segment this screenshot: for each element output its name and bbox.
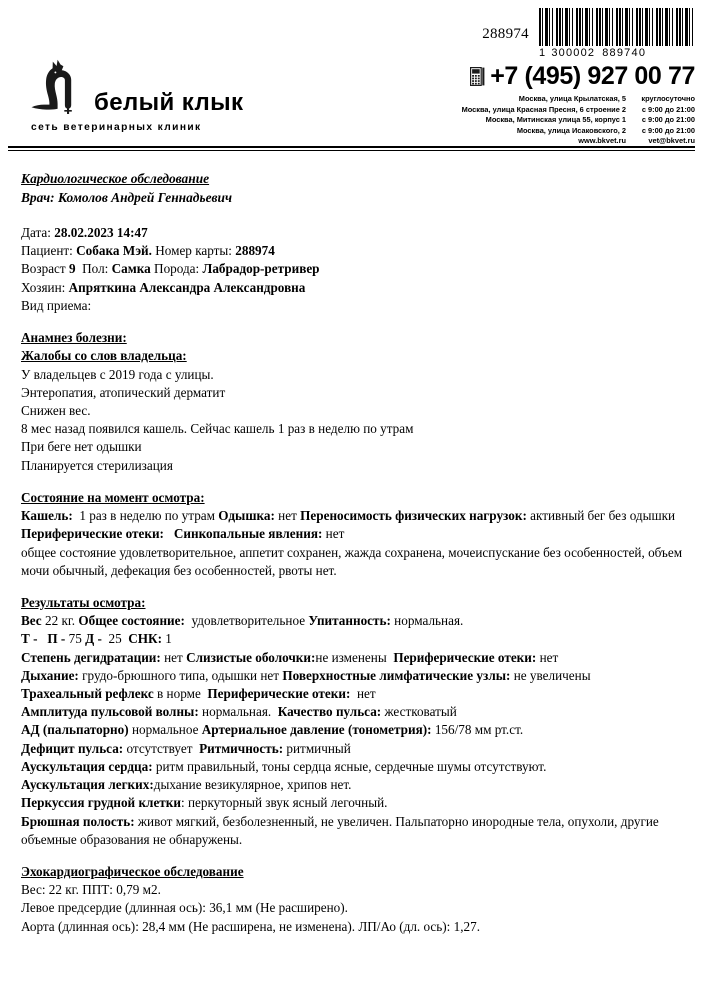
mobile-phone-icon xyxy=(470,67,485,86)
edema-value: нет xyxy=(539,649,559,665)
pulse-quality-value: жестковатый xyxy=(384,704,457,720)
cough-value: 1 раз в неделю по утрам xyxy=(79,508,215,524)
peripheral-edema-label: Периферические отеки: xyxy=(21,526,164,542)
echo-heading: Эхокардиографическое обследование xyxy=(21,864,244,879)
crt-value: 1 xyxy=(165,631,172,647)
location-hours: с 9:00 до 21:00 xyxy=(641,115,695,125)
logo-row xyxy=(30,58,260,120)
weight-value: 22 кг. xyxy=(44,613,76,629)
dog-silhouette-icon xyxy=(30,58,92,120)
patient-age-line xyxy=(21,260,683,278)
header-divider xyxy=(8,146,695,151)
anamnesis-line: Энтеропатия, атопический дерматит xyxy=(21,384,226,400)
dyspnea-label: Одышка: xyxy=(218,508,275,524)
letterhead-header xyxy=(0,0,703,152)
anamnesis-line: При беге нет одышки xyxy=(21,439,142,455)
location-hours: с 9:00 до 21:00 xyxy=(641,125,695,135)
percussion-value: : перкуторный звук ясный легочный. xyxy=(180,795,388,811)
nutrition-value: нормальная. xyxy=(394,613,464,629)
pulse-amplitude-value: нормальная. xyxy=(202,704,272,720)
lymph-nodes-value: не увеличены xyxy=(513,667,591,683)
clinic-website[interactable]: www.bkvet.ru xyxy=(578,136,626,146)
breathing-value: грудо-брюшного типа, одышки нет xyxy=(82,667,280,683)
barcode xyxy=(539,8,695,59)
page-title: Кардиологическое обследование xyxy=(21,171,210,186)
syncope-label: Синкопальные явления: xyxy=(173,526,323,542)
percussion-label: Перкуссия грудной клетки xyxy=(21,795,181,811)
owner-label: Хозяин: xyxy=(21,279,66,295)
barcode-block xyxy=(445,8,695,59)
pulse-deficit-line xyxy=(21,740,683,758)
barcode-bars xyxy=(539,8,695,46)
barcode-lead-digit: 1 xyxy=(539,47,547,59)
clinic-email[interactable]: vet@bkvet.ru xyxy=(648,136,695,146)
tracheal-reflex-value: в норме xyxy=(157,686,201,702)
bp-palpation-label: АД (пальпаторно) xyxy=(21,722,129,738)
condition-value: удовлетворительное xyxy=(191,613,306,629)
date-value: 28.02.2023 14:47 xyxy=(54,225,148,240)
cough-line xyxy=(21,507,683,525)
dehydration-label: Степень дегидратации: xyxy=(21,649,161,665)
anamnesis-line: 8 мес назад появился кашель. Сейчас кашель 1 раз в неделю по утрам xyxy=(21,421,414,437)
location-address: Москва, улица Исаковского, 2 xyxy=(516,125,626,135)
barcode-digits xyxy=(539,47,695,59)
general-state-text: общее состояние удовлетворительное, аппетит сохранен, жажда сохранена, мочеиспускание без особенностей, объем мочи обычный, дефекация без особенностей, рвоты нет. xyxy=(21,544,683,578)
pulse-deficit-value: отсутствует xyxy=(126,740,193,756)
card-value: 288974 xyxy=(235,243,275,259)
table-row xyxy=(443,136,695,147)
rhythm-value: ритмичный xyxy=(286,740,351,756)
location-hours: круглосуточно xyxy=(641,94,695,103)
breed-label: Порода: xyxy=(154,261,200,277)
edema-label: Периферические отеки: xyxy=(393,649,537,665)
heart-auscultation-label: Аускультация сердца: xyxy=(21,758,153,774)
condition-label: Общее состояние: xyxy=(78,613,185,629)
weight-label: Вес xyxy=(21,613,42,629)
patient-owner-line xyxy=(21,279,683,297)
anamnesis-line: Снижен вес. xyxy=(21,402,91,418)
pulse-amplitude-label: Амплитуда пульсовой волны: xyxy=(21,704,199,720)
pulse-wave-line xyxy=(21,703,683,721)
pulse-value: 75 xyxy=(68,631,82,647)
edema-syncope-line xyxy=(21,525,683,543)
respiration-label: Д - xyxy=(85,631,102,647)
sex-value: Самка xyxy=(111,261,151,277)
sex-label: Пол: xyxy=(82,261,109,277)
complaints-heading: Жалобы со слов владельца: xyxy=(21,348,187,364)
anamnesis-line: У владельцев с 2019 года с улицы. xyxy=(21,366,214,382)
patient-value: Собака Мэй. xyxy=(76,243,152,259)
temperature-label: Т - xyxy=(21,631,38,647)
mucous-label: Слизистые оболочки: xyxy=(186,649,316,665)
logo-name: белый клык xyxy=(94,89,244,116)
location-address: Москва, улица Красная Пресня, 6 строение 2 xyxy=(461,104,626,114)
syncope-value: нет xyxy=(325,526,345,542)
echo-line: Аорта (длинная ось): 28,4 мм (Не расширена, не изменена). ЛП/Ао (дл. ось): 1,27. xyxy=(21,918,481,934)
breed-value: Лабрадор-ретривер xyxy=(202,261,320,277)
pulse-quality-label: Качество пульса: xyxy=(277,704,382,720)
pulse-deficit-label: Дефицит пульса: xyxy=(21,740,124,756)
barcode-left-group: 300002 xyxy=(551,47,596,59)
bp-tonometry-label: Артериальное давление (тонометрия): xyxy=(201,722,432,738)
table-row xyxy=(443,105,695,116)
visit-type-label: Вид приема: xyxy=(21,297,92,313)
clinic-contact-block xyxy=(443,64,695,147)
breathing-label: Дыхание: xyxy=(21,667,79,683)
lung-auscultation-value: дыхание везикулярное, хрипов нет. xyxy=(153,777,352,793)
lymph-nodes-label: Поверхностные лимфатические узлы: xyxy=(282,667,511,683)
abdomen-line xyxy=(21,813,683,849)
bp-tonometry-value: 156/78 мм рт.ст. xyxy=(434,722,524,738)
abdomen-value: живот мягкий, безболезненный, не увеличен. Пальпаторно инородные тела, опухоли, другие объемные образования не обнаружены. xyxy=(21,813,659,847)
clinic-locations-table xyxy=(443,94,695,147)
breathing-line xyxy=(21,667,683,685)
exam-results-heading: Результаты осмотра: xyxy=(21,594,146,610)
dehydration-value: нет xyxy=(164,649,183,665)
cough-label: Кашель: xyxy=(21,508,73,524)
mucous-value: не изменены xyxy=(315,649,387,665)
edema2-label: Периферические отеки: xyxy=(207,686,351,702)
respiration-value: 25 xyxy=(108,631,122,647)
location-address: Москва, улица Крылатская, 5 xyxy=(518,94,626,103)
doctor-line: Врач: Комолов Андрей Геннадьевич xyxy=(21,189,232,205)
vitals-line xyxy=(21,630,683,648)
clinic-phone-number: +7 (495) 927 00 77 xyxy=(490,62,695,90)
owner-value: Апряткина Александра Александровна xyxy=(68,279,306,295)
heart-auscultation-value: ритм правильный, тоны сердца ясные, сердечные шумы отсутствуют. xyxy=(155,758,547,774)
location-hours: с 9:00 до 21:00 xyxy=(641,104,695,114)
patient-label: Пациент: xyxy=(21,243,73,259)
age-value: 9 xyxy=(68,261,76,277)
header-card-number: 288974 xyxy=(482,26,529,42)
table-row xyxy=(443,94,695,105)
crt-label: СНК: xyxy=(128,631,162,647)
location-address: Москва, Митинская улица 55, корпус 1 xyxy=(485,115,626,125)
echo-line: Вес: 22 кг. ППТ: 0,79 м2. xyxy=(21,882,161,898)
abdomen-label: Брюшная полость: xyxy=(21,813,135,829)
date-label: Дата: xyxy=(21,225,51,240)
table-row xyxy=(443,126,695,137)
blood-pressure-line xyxy=(21,721,683,739)
phone-row xyxy=(443,64,695,89)
dehydration-line xyxy=(21,649,683,667)
heart-auscultation-line xyxy=(21,758,683,776)
visit-type-line xyxy=(21,297,683,315)
tracheal-reflex-line xyxy=(21,685,683,703)
age-label: Возраст xyxy=(21,261,66,277)
patient-name-line xyxy=(21,242,683,260)
logo-tagline: сеть ветеринарных клиник xyxy=(31,122,202,133)
nutrition-label: Упитанность: xyxy=(308,613,391,629)
weight-condition-line xyxy=(21,612,683,630)
anamnesis-heading: Анамнез болезни: xyxy=(21,330,127,346)
current-state-heading: Состояние на момент осмотра: xyxy=(21,489,205,505)
exercise-tolerance-label: Переносимость физических нагрузок: xyxy=(300,508,527,524)
anamnesis-line: Планируется стерилизация xyxy=(21,457,173,473)
dyspnea-value: нет xyxy=(278,508,297,524)
lung-auscultation-line xyxy=(21,776,683,794)
lung-auscultation-label: Аускультация легких: xyxy=(21,777,154,793)
echo-line: Левое предсердие (длинная ось): 36,1 мм (Не расширено). xyxy=(21,900,348,916)
pulse-label: П - xyxy=(47,631,66,647)
bp-palpation-value: нормальное xyxy=(131,722,199,738)
barcode-right-group: 889740 xyxy=(602,47,647,59)
percussion-line xyxy=(21,794,683,812)
table-row xyxy=(443,115,695,126)
patient-date-line xyxy=(21,224,683,242)
edema2-value: нет xyxy=(356,686,376,702)
exercise-tolerance-value: активный бег без одышки xyxy=(530,508,676,524)
card-label: Номер карты: xyxy=(155,243,232,259)
clinic-logo xyxy=(30,58,260,133)
rhythm-label: Ритмичность: xyxy=(199,740,284,756)
tracheal-reflex-label: Трахеальный рефлекс xyxy=(21,686,154,702)
document-body xyxy=(0,152,703,936)
